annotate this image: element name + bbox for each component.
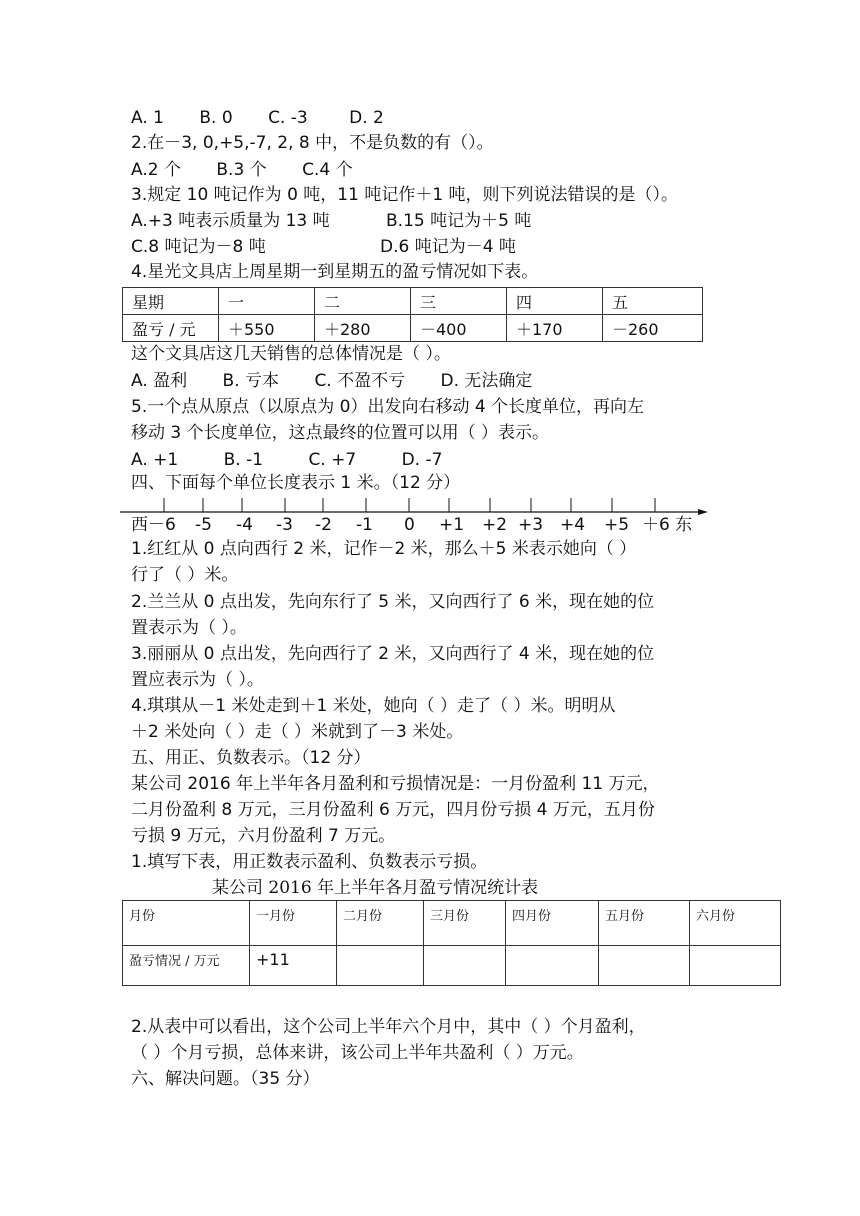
q4-header-cell: 星期 xyxy=(123,288,219,315)
q4-header-cell: 一 xyxy=(219,288,315,315)
q5-options xyxy=(131,449,442,471)
sec5-header-cell: 月份 xyxy=(123,901,250,946)
section-5-title: 五、用正、负数表示。（12 分） xyxy=(131,748,371,768)
sec5-value-cell-blank[interactable] xyxy=(506,946,599,986)
q4-table xyxy=(122,287,703,342)
q4-table-value-row xyxy=(123,315,703,342)
sec5-value-cell-blank[interactable] xyxy=(424,946,506,986)
number-line-labels xyxy=(0,512,860,536)
tick-label: -5 xyxy=(195,515,212,535)
tick-label: -2 xyxy=(315,515,332,535)
sec5-header-cell: 一月份 xyxy=(250,901,337,946)
q5-line-1: 5.一个点从原点（以原点为 0）出发向右移动 4 个长度单位，再向左 xyxy=(131,397,645,417)
tick-label: +5 xyxy=(604,515,630,535)
sec5-q2-line-2: （ ）个月亏损，总体来讲，该公司上半年共盈利（ ）万元。 xyxy=(131,1043,584,1063)
sec5-paragraph-line-3: 亏损 9 万元，六月份盈利 7 万元。 xyxy=(131,826,396,846)
sec5-header-cell: 四月份 xyxy=(506,901,599,946)
q4-header-cell: 二 xyxy=(315,288,411,315)
section-6-title: 六、解决问题。（35 分） xyxy=(131,1069,320,1089)
sec5-header-cell: 五月份 xyxy=(599,901,690,946)
sec5-header-cell: 三月份 xyxy=(424,901,506,946)
q1-options xyxy=(131,107,384,129)
tick-label: 0 xyxy=(404,515,415,535)
tick-label: +2 xyxy=(482,515,508,535)
sec5-value-cell-blank[interactable] xyxy=(599,946,690,986)
q3-option-a: A.+3 吨表示质量为 13 吨 xyxy=(131,211,330,231)
q4-value-cell: ＋280 xyxy=(315,315,411,342)
sec4-q4-line-1: 4.琪琪从－1 米处走到＋1 米处，她向（ ）走了（ ）米。明明从 xyxy=(131,696,616,716)
q2-options xyxy=(131,159,353,181)
tick-label: -3 xyxy=(276,515,293,535)
sec5-table-title: 某公司 2016 年上半年各月盈亏情况统计表 xyxy=(212,878,539,898)
sec5-header-cell: 六月份 xyxy=(690,901,781,946)
sec5-q1: 1.填写下表，用正数表示盈利、负数表示亏损。 xyxy=(131,852,488,872)
q3-option-d: D.6 吨记为－4 吨 xyxy=(380,237,516,257)
sec5-table-value-row xyxy=(123,946,781,986)
sec5-value-cell-blank[interactable] xyxy=(337,946,424,986)
sec5-table-header-row xyxy=(123,901,781,946)
q1-option-a: A. 1 xyxy=(131,108,164,128)
section-4-title: 四、下面每个单位长度表示 1 米。（12 分） xyxy=(131,473,461,493)
q1-option-c: C. -3 xyxy=(268,108,308,128)
sec5-value-cell: +11 xyxy=(250,946,337,986)
tick-label: -1 xyxy=(356,515,373,535)
q2-option-c: C.4 个 xyxy=(302,160,353,180)
q4-question: 这个文具店这几天销售的总体情况是（ ）。 xyxy=(131,344,451,364)
tick-label: ＋6 东 xyxy=(642,515,693,535)
q4-header-cell: 五 xyxy=(603,288,703,315)
q1-option-d: D. 2 xyxy=(349,108,384,128)
sec5-q2-line-1: 2.从表中可以看出，这个公司上半年六个月中，其中（ ）个月盈利， xyxy=(131,1017,646,1037)
q4-table-header-row xyxy=(123,288,703,315)
q4-value-cell: ＋550 xyxy=(219,315,315,342)
tick-label: 西－6 xyxy=(131,515,176,535)
sec4-q1-line-1: 1.红红从 0 点向西行 2 米，记作－2 米，那么＋5 米表示她向（ ） xyxy=(131,539,637,559)
sec5-value-cell: 盈亏情况 / 万元 xyxy=(123,946,250,986)
sec5-paragraph-line-1: 某公司 2016 年上半年各月盈利和亏损情况是：一月份盈利 11 万元， xyxy=(131,774,660,794)
q5-option-b: B. -1 xyxy=(223,450,264,470)
q1-option-b: B. 0 xyxy=(199,108,233,128)
q4-value-cell: －400 xyxy=(411,315,507,342)
sec5-paragraph-line-2: 二月份盈利 8 万元，三月份盈利 6 万元，四月份亏损 4 万元，五月份 xyxy=(131,800,655,820)
q4-header-cell: 四 xyxy=(507,288,603,315)
q2-option-b: B.3 个 xyxy=(216,160,267,180)
q4-value-cell: ＋170 xyxy=(507,315,603,342)
q3-stem: 3.规定 10 吨记作为 0 吨，11 吨记作＋1 吨，则下列说法错误的是（）。 xyxy=(131,185,679,205)
sec5-value-cell-blank[interactable] xyxy=(690,946,781,986)
tick-label: +1 xyxy=(439,515,465,535)
sec4-q1-line-2: 行了（ ）米。 xyxy=(131,565,239,585)
q5-option-a: A. +1 xyxy=(131,450,179,470)
q5-option-d: D. -7 xyxy=(401,450,443,470)
q4-value-cell: －260 xyxy=(603,315,703,342)
sec4-q3-line-1: 3.丽丽从 0 点出发，先向西行了 2 米，又向西行了 4 米，现在她的位 xyxy=(131,644,655,664)
sec4-q2-line-1: 2.兰兰从 0 点出发，先向东行了 5 米，又向西行了 6 米，现在她的位 xyxy=(131,592,655,612)
q2-stem: 2.在－3, 0,+5,-7, 2, 8 中，不是负数的有（）。 xyxy=(131,133,494,153)
q2-option-a: A.2 个 xyxy=(131,160,181,180)
q4-header-cell: 三 xyxy=(411,288,507,315)
tick-label: +4 xyxy=(560,515,586,535)
q4-option-c: C. 不盈不亏 xyxy=(314,371,406,391)
q3-option-c: C.8 吨记为－8 吨 xyxy=(131,237,266,257)
sec4-q4-line-2: ＋2 米处向（ ）走（ ）米就到了－3 米处。 xyxy=(131,722,464,742)
q5-line-2: 移动 3 个长度单位，这点最终的位置可以用（ ）表示。 xyxy=(131,423,550,443)
q4-option-d: D. 无法确定 xyxy=(440,371,533,391)
q3-option-b: B.15 吨记为＋5 吨 xyxy=(386,211,532,231)
number-line-ticks xyxy=(164,498,655,512)
tick-label: -4 xyxy=(236,515,253,535)
tick-label: +3 xyxy=(518,515,544,535)
q4-value-cell: 盈亏 / 元 xyxy=(123,315,219,342)
sec5-header-cell: 二月份 xyxy=(337,901,424,946)
sec5-table xyxy=(122,900,781,986)
q5-option-c: C. +7 xyxy=(308,450,357,470)
q4-options xyxy=(131,370,532,392)
sec4-q3-line-2: 置应表示为（ ）。 xyxy=(131,670,264,690)
q4-option-a: A. 盈利 xyxy=(131,371,188,391)
q4-option-b: B. 亏本 xyxy=(222,371,280,391)
q4-stem: 4.星光文具店上周星期一到星期五的盈亏情况如下表。 xyxy=(131,262,539,282)
sec4-q2-line-2: 置表示为（ ）。 xyxy=(131,618,247,638)
